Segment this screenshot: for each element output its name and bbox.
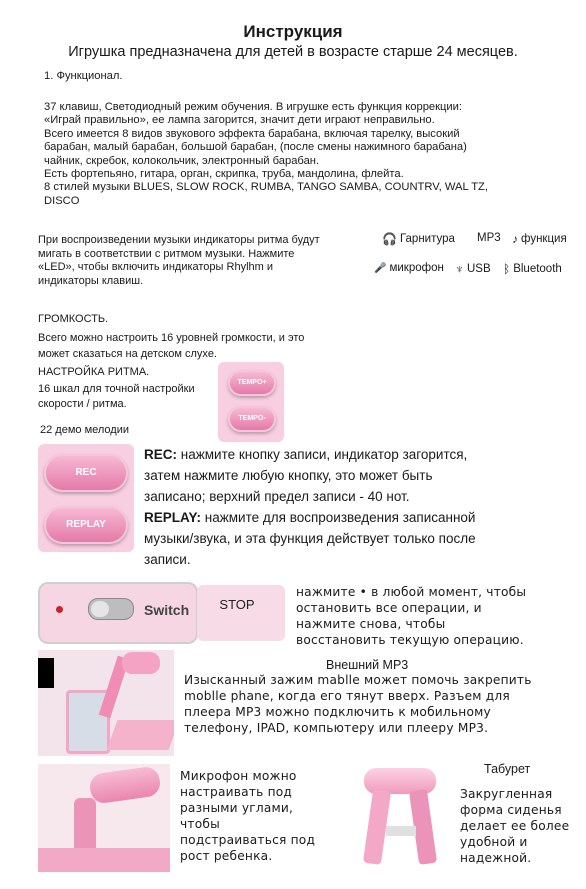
tempo-line: 16 шкал для точной настройки (38, 383, 195, 395)
stop-panel (197, 585, 285, 641)
rec-description (144, 444, 574, 570)
music-note-icon: ♪ (512, 232, 518, 246)
stop-line: восстановить текущую операцию. (296, 633, 524, 647)
keyboard-icon (107, 720, 174, 750)
stool-bar (386, 826, 416, 836)
rec-button[interactable]: REC (44, 454, 128, 492)
intro-line: DISCO (44, 194, 80, 207)
mp3-heading: Внешний MP3 (326, 658, 409, 672)
feature-mp3 (477, 232, 501, 244)
tempo-text (38, 382, 195, 412)
intro-line: Есть фортепьяно, гитара, орган, скрипка, труба, мандолина, флейта. (44, 168, 404, 181)
mic-line: чтобы (180, 817, 220, 831)
replay-line: записи. (144, 552, 191, 567)
mic-description (180, 768, 360, 864)
rec-line: затем нажмите любую кнопку, это может быть (144, 468, 433, 483)
stop-line: нажмите снова, чтобы (296, 617, 446, 631)
intro-line: чайник, скребок, колокольчик, электронный барабан. (44, 154, 320, 167)
feature-label: функция (521, 233, 567, 245)
rhythm-line: мигать в соответствии с ритмом музыки. Нажмите (38, 247, 295, 260)
mp3-line: moblle phane, когда его тянут вверх. Разъем для (184, 689, 510, 703)
tempo-minus-button[interactable]: TEMPO- (228, 406, 276, 432)
feature-headphones (382, 232, 455, 246)
headphones-icon: 🎧 (382, 232, 397, 246)
rec-line: нажмите кнопку записи, индикатор загорится, (177, 447, 468, 462)
switch-label: Switch (144, 602, 190, 618)
mic-line: настраивать под (180, 785, 293, 799)
volume-text (38, 330, 304, 362)
intro-line: 37 клавиш, Светодиодный режим обучения. В игрушке есть функция коррекции: (44, 101, 463, 113)
switch-panel (38, 582, 198, 644)
stool-heading: Табурет (484, 762, 531, 776)
rhythm-line: индикаторы клавиш. (38, 274, 144, 287)
volume-line: может сказаться на детском слухе. (38, 348, 217, 360)
stool-line: удобной и (460, 835, 528, 849)
rec-label: REC: (144, 447, 177, 462)
microphone-icon (88, 765, 161, 804)
mp3-line: телефону, IPAD, компьютеру или плееру MP3. (184, 721, 489, 735)
tempo-heading: НАСТРОЙКА РИТМА. (38, 366, 150, 378)
mic-line: разными углами, (180, 801, 294, 815)
replay-label: REPLAY: (144, 510, 202, 525)
intro-text (44, 101, 564, 208)
intro-line: барабан, малый барабан, большой барабан, (после смены нажимного барабана) (44, 141, 467, 154)
mp3-line: Изысканный зажим mablle может помочь закрепить (184, 673, 532, 687)
switch-knob (91, 601, 109, 617)
stool-line: Закругленная (460, 787, 553, 801)
rec-replay-panel (38, 444, 134, 552)
feature-label: Bluetooth (513, 263, 562, 275)
intro-line: 8 стилей музыки BLUES, SLOW ROCK, RUMBA, TANGO SAMBA, COUNTRV, WAL TZ, (44, 181, 488, 194)
stool-photo (352, 760, 452, 872)
bluetooth-icon: ᛒ (503, 262, 511, 276)
usb-icon: ♆ (455, 262, 464, 276)
volume-heading: ГРОМКОСТЬ. (38, 313, 109, 325)
microphone-icon (122, 652, 160, 674)
mp3-description (184, 672, 584, 736)
stop-description (296, 584, 581, 648)
mic-line: рост ребенка. (180, 849, 273, 863)
demo-text: 22 демо мелодии (40, 424, 130, 436)
tempo-panel (218, 362, 284, 442)
stop-line: остановить все операции, и (296, 601, 482, 615)
page-subtitle: Игрушка предназначена для детей в возрасте старше 24 месяцев. (68, 44, 518, 60)
base-icon (38, 848, 170, 872)
page-title: Инструкция (243, 22, 343, 41)
mp3-photo (38, 650, 174, 756)
stop-line: нажмите • в любой момент, чтобы (296, 585, 527, 599)
stool-line: надежной. (460, 851, 532, 865)
stool-line: форма сиденья (460, 803, 562, 817)
intro-line: Всего имеется 8 видов звукового эффекта барабана, включая тарелку, высокий (44, 127, 460, 140)
rec-line: записано; верхний предел записи - 40 нот. (144, 489, 410, 504)
replay-line: музыки/звука, и эта функция действует только после (144, 531, 476, 546)
replay-button[interactable]: REPLAY (44, 506, 128, 544)
volume-line: Всего можно настроить 16 уровней громкости, и это (38, 332, 305, 344)
feature-label: микрофон (389, 262, 444, 274)
section-heading: 1. Функционал. (44, 70, 123, 82)
stop-button[interactable]: STOP (219, 597, 255, 612)
power-switch[interactable] (88, 598, 134, 620)
feature-microphone (374, 262, 444, 274)
mp3-line: плеера MP3 можно подключить к мобильному (184, 705, 491, 719)
feature-function (512, 232, 567, 246)
stool-description (460, 786, 584, 866)
intro-line: «Играй правильно», ее лампа загорится, значит дети играют неправильно. (44, 114, 435, 127)
feature-label: USB (467, 263, 491, 275)
power-led (56, 606, 63, 613)
tempo-line: скорости / ритма. (38, 398, 127, 410)
feature-label: Гарнитура (399, 233, 455, 245)
black-block (38, 658, 54, 688)
mic-line: подстраиваться под (180, 833, 316, 847)
rhythm-line: «LED», чтобы включить индикаторы Rhylhm и (38, 261, 273, 274)
microphone-icon: 🎤 (374, 262, 387, 274)
stool-line: делает ее более (460, 819, 570, 833)
mic-line: Микрофон можно (180, 769, 297, 783)
rhythm-line: При воспроизведении музыки индикаторы ритма будут (38, 234, 320, 246)
microphone-photo (38, 764, 170, 872)
feature-usb (455, 262, 491, 276)
rhythm-text (38, 234, 368, 288)
feature-bluetooth (503, 262, 562, 276)
tempo-plus-button[interactable]: TEMPO+ (228, 370, 276, 396)
mp3-icon: MP3 (477, 232, 501, 244)
replay-line: нажмите для воспроизведения записанной (201, 510, 476, 525)
